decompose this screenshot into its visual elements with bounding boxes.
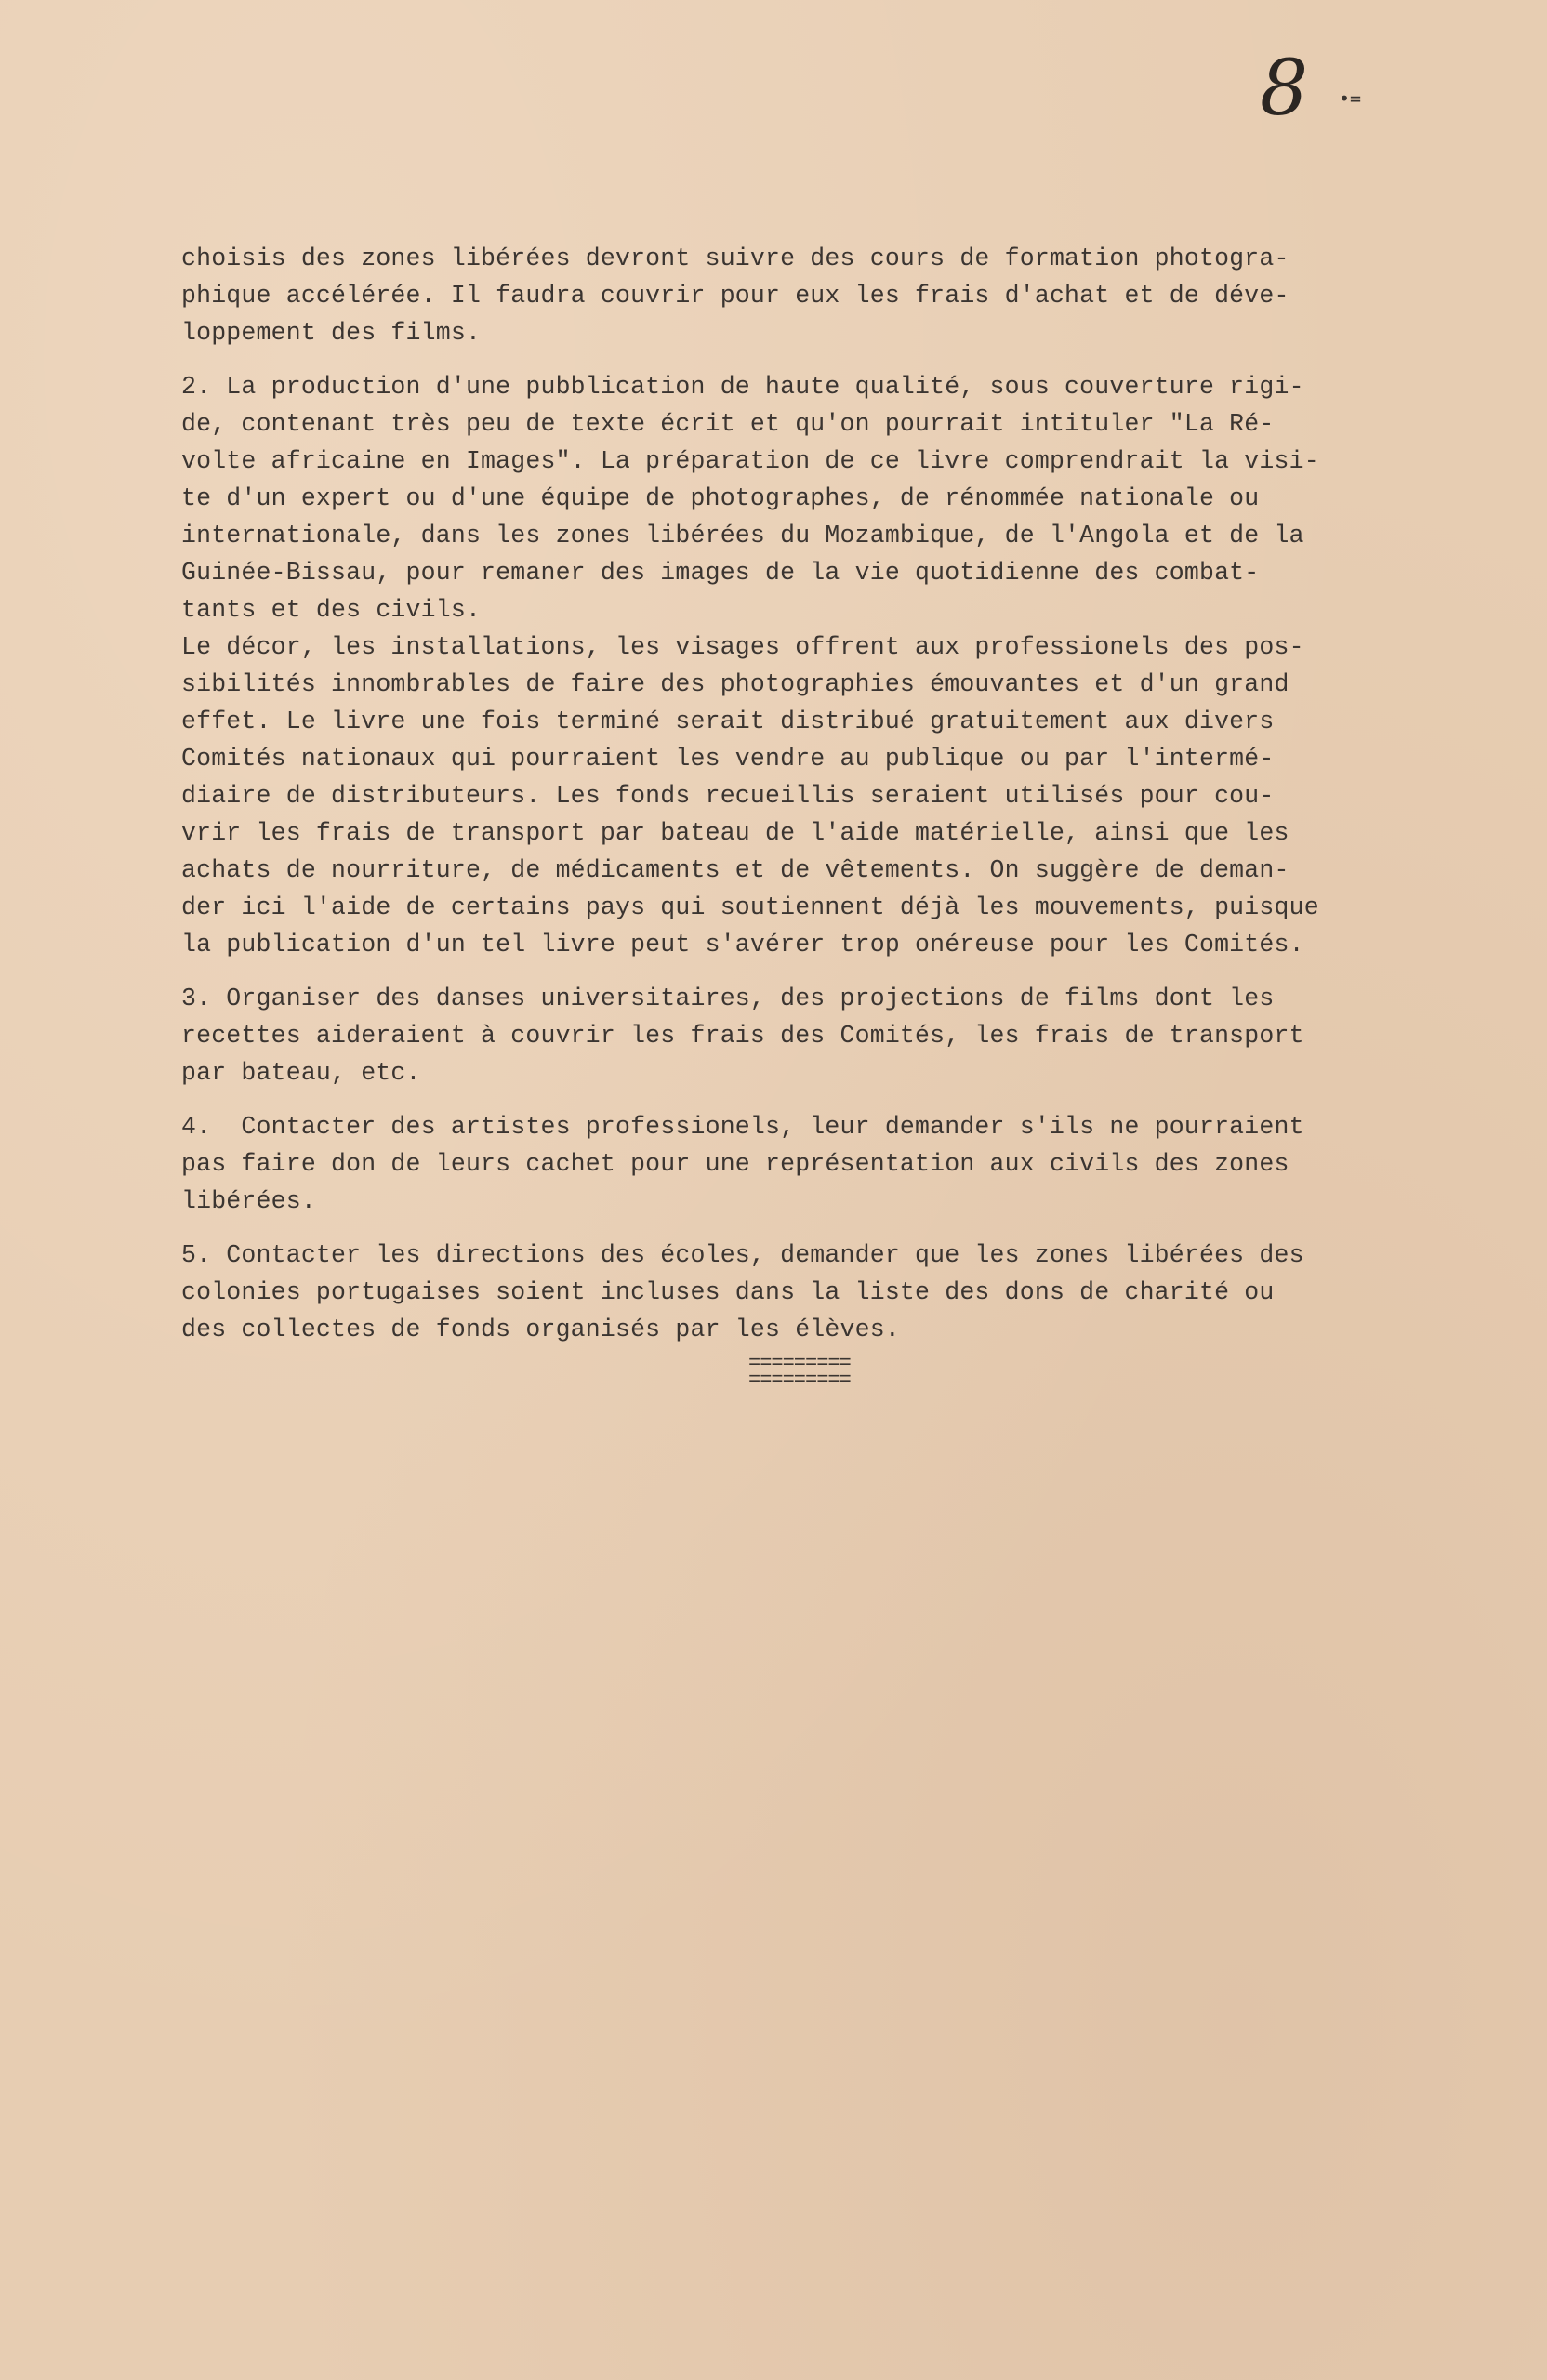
text-line: choisis des zones libérées devront suivre des cours de formation photogra- xyxy=(181,245,1289,272)
text-line: te d'un expert ou d'une équipe de photographes, de rénommée nationale ou xyxy=(181,484,1260,512)
text-line: 3. Organiser des danses universitaires, des projections de films dont les xyxy=(181,985,1275,1012)
text-line: achats de nourriture, de médicaments et de vêtements. On suggère de deman- xyxy=(181,856,1289,884)
text-line: Guinée-Bissau, pour remaner des images de la vie quotidienne des combat- xyxy=(181,559,1260,587)
page-mark: •= xyxy=(1339,87,1362,110)
text-line: loppement des films. xyxy=(181,319,482,347)
text-line: pas faire don de leurs cachet pour une représentation aux civils des zones xyxy=(181,1150,1289,1178)
paragraph-4 xyxy=(181,1108,1427,1220)
text-line: 5. Contacter les directions des écoles, demander que les zones libérées des xyxy=(181,1241,1304,1269)
paragraph-2 xyxy=(181,368,1427,963)
text-line: effet. Le livre une fois terminé serait distribué gratuitement aux divers xyxy=(181,707,1275,735)
text-line: tants et des civils. xyxy=(181,596,482,624)
page-number: 8 xyxy=(1260,45,1309,133)
paragraph-3 xyxy=(181,980,1427,1091)
text-line: la publication d'un tel livre peut s'avérer trop onéreuse pour les Comités. xyxy=(181,931,1304,959)
text-line: internationale, dans les zones libérées du Mozambique, de l'Angola et de la xyxy=(181,522,1304,549)
text-line: 2. La production d'une pubblication de haute qualité, sous couverture rigi- xyxy=(181,373,1304,401)
paragraph-1 xyxy=(181,240,1427,351)
text-line: de, contenant très peu de texte écrit et qu'on pourrait intituler "La Ré- xyxy=(181,410,1275,438)
text-line: sibilités innombrables de faire des photographies émouvantes et d'un grand xyxy=(181,670,1289,698)
end-rule-line: ========= xyxy=(748,1368,851,1392)
text-line: diaire de distributeurs. Les fonds recueillis seraient utilisés pour cou- xyxy=(181,782,1275,810)
body-text xyxy=(181,240,1427,1348)
text-line: volte africaine en Images". La préparation de ce livre comprendrait la visi- xyxy=(181,447,1319,475)
text-line: phique accélérée. Il faudra couvrir pour eux les frais d'achat et de déve- xyxy=(181,282,1289,310)
text-line: vrir les frais de transport par bateau de l'aide matérielle, ainsi que les xyxy=(181,819,1289,847)
text-line: der ici l'aide de certains pays qui soutiennent déjà les mouvements, puisque xyxy=(181,893,1319,921)
end-rule-line: ========= xyxy=(748,1352,851,1375)
text-line: Comités nationaux qui pourraient les vendre au publique ou par l'intermé- xyxy=(181,745,1275,773)
text-line: libérées. xyxy=(181,1187,316,1215)
text-line: 4. Contacter des artistes professionels, leur demander s'ils ne pourraient xyxy=(181,1113,1304,1141)
text-line: des collectes de fonds organisés par les élèves. xyxy=(181,1316,900,1343)
text-line: Le décor, les installations, les visages offrent aux professionels des pos- xyxy=(181,633,1304,661)
text-line: recettes aideraient à couvrir les frais des Comités, les frais de transport xyxy=(181,1022,1304,1050)
end-rule xyxy=(748,1352,851,1392)
paragraph-5 xyxy=(181,1236,1427,1348)
text-line: par bateau, etc. xyxy=(181,1059,421,1087)
text-line: colonies portugaises soient incluses dans la liste des dons de charité ou xyxy=(181,1278,1275,1306)
